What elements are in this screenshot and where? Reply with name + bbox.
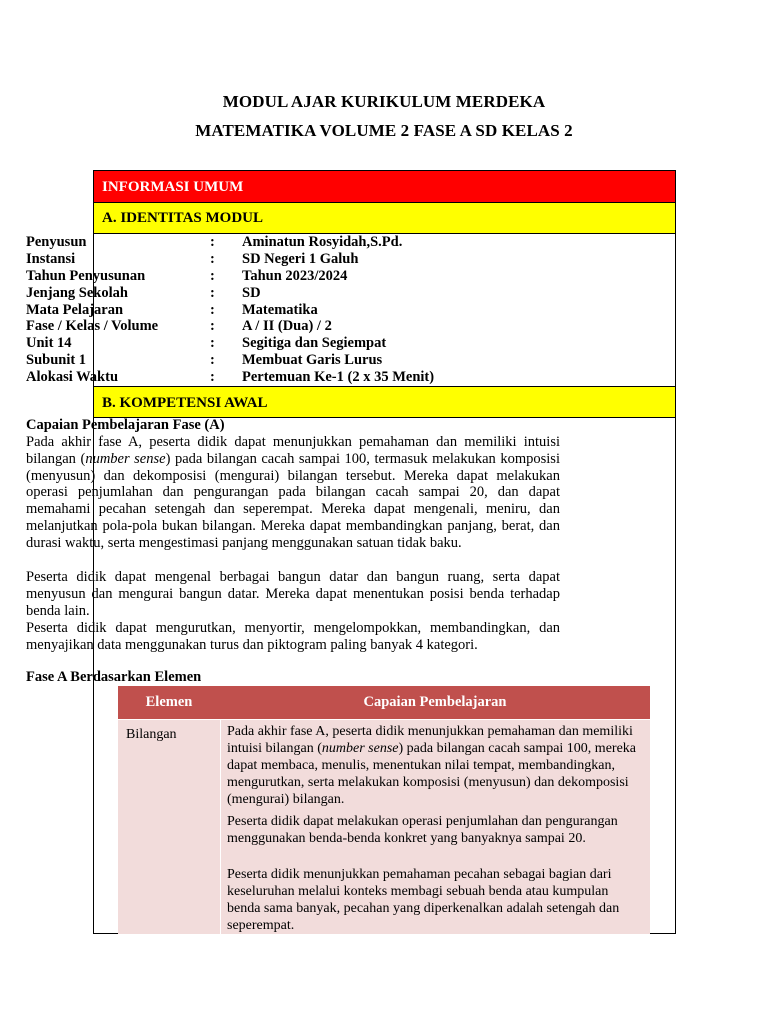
- identitas-value: A / II (Dua) / 2: [242, 318, 332, 334]
- column-divider: [220, 719, 221, 934]
- identitas-value: Pertemuan Ke-1 (2 x 35 Menit): [242, 369, 435, 385]
- identitas-separator: :: [210, 251, 215, 267]
- identitas-separator: :: [210, 234, 215, 250]
- elemen-table: [118, 686, 650, 934]
- section-informasi-umum: INFORMASI UMUM: [94, 171, 675, 203]
- header-divider: [118, 719, 650, 720]
- cell-text: Pada akhir fase A, peserta didik menunjukkan pemahaman dan memiliki intuisi bilangan (: [227, 724, 633, 756]
- cell-text: ) pada bilangan cacah sampai 100, mereka dapat membaca, menulis, menentukan nilai tempat, membandingkan, mengurutkan, serta melakukan komposisi (menyusun) dan dekomposisi (mengurai) bilangan.: [227, 741, 637, 807]
- identitas-value: Matematika: [242, 302, 318, 318]
- header-capaian: Capaian Pembelajaran: [363, 694, 507, 710]
- identitas-value: SD Negeri 1 Galuh: [242, 251, 359, 267]
- identitas-separator: :: [210, 302, 215, 318]
- capaian-cell-paragraph-2: Peserta didik dapat melakukan operasi penjumlahan dan pengurangan menggunakan benda-benda konkret yang banyaknya sampai 20.: [227, 814, 618, 846]
- section-identitas-modul: A. IDENTITAS MODUL: [94, 203, 675, 234]
- identitas-separator: :: [210, 352, 215, 368]
- paragraph-text: Pada akhir fase A, peserta didik dapat menunjukkan pemahaman dan memiliki intuisi bilangan (: [26, 434, 560, 467]
- elemen-table-header: [118, 686, 650, 719]
- identitas-separator: :: [210, 335, 215, 351]
- identitas-separator: :: [210, 369, 215, 385]
- identitas-label: Mata Pelajaran: [26, 302, 124, 318]
- identitas-value: SD: [242, 285, 261, 301]
- capaian-paragraph-2: Peserta didik dapat mengenal berbagai bangun datar dan bangun ruang, serta dapat menyusun dan mengurai bangun datar. Mereka dapat menentukan posisi benda terhadap benda lain.: [26, 569, 560, 619]
- capaian-subheading: Capaian Pembelajaran Fase (A): [26, 417, 225, 433]
- capaian-paragraph-1: [26, 434, 560, 552]
- identitas-value: Segitiga dan Segiempat: [242, 335, 387, 351]
- header-elemen: Elemen: [145, 694, 193, 710]
- identitas-label: Subunit 1: [26, 352, 87, 368]
- paragraph-emphasis: number sense: [85, 450, 166, 467]
- cell-emphasis: number sense: [321, 741, 399, 756]
- identitas-value: Membuat Garis Lurus: [242, 352, 383, 368]
- document-title-line1: MODUL AJAR KURIKULUM MERDEKA: [222, 92, 546, 111]
- elemen-heading: Fase A Berdasarkan Elemen: [26, 669, 202, 685]
- identitas-separator: :: [210, 268, 215, 284]
- elemen-cell: Bilangan: [126, 727, 177, 742]
- identitas-separator: :: [210, 285, 215, 301]
- identitas-separator: :: [210, 318, 215, 334]
- identitas-label: Jenjang Sekolah: [26, 285, 128, 301]
- identitas-label: Instansi: [26, 251, 76, 267]
- capaian-paragraph-3: Peserta didik dapat mengurutkan, menyortir, mengelompokkan, membandingkan, dan menyajikan data menggunakan turus dan piktogram paling banyak 4 kategori.: [26, 620, 560, 653]
- paragraph-text: ) pada bilangan cacah sampai 100, termasuk melakukan komposisi (menyusun) dan dekomposisi (mengurai) bilangan tersebut. Mereka dapat melakukan operasi penjumlahan dan pengurangan pada bilangan cacah sampai 20, dan dapat memahami pecahan setengah dan seperempat. Mereka dapat mengenali, meniru, dan melanjutkan pola-pola bukan bilangan. Mereka dapat membandingkan panjang, berat, dan durasi waktu, serta mengestimasi panjang menggunakan satuan tidak baku.: [26, 450, 560, 551]
- identitas-value: Tahun 2023/2024: [242, 268, 348, 284]
- identitas-label: Unit 14: [26, 335, 72, 351]
- document-title-line2: MATEMATIKA VOLUME 2 FASE A SD KELAS 2: [195, 121, 573, 140]
- identitas-label: Alokasi Waktu: [26, 369, 119, 385]
- identitas-label: Fase / Kelas / Volume: [26, 318, 159, 334]
- capaian-cell-paragraph-1: [227, 723, 642, 808]
- identitas-label: Tahun Penyusunan: [26, 268, 146, 284]
- section-kompetensi-awal: B. KOMPETENSI AWAL: [94, 386, 675, 418]
- capaian-cell-paragraph-3: Peserta didik menunjukkan pemahaman pecahan sebagai bagian dari keseluruhan melalui konteks membagi sebuah benda atau kumpulan benda sama banyak, pecahan yang diperkenalkan adalah setengah dan seperempat.: [227, 867, 620, 933]
- identitas-label: Penyusun: [26, 234, 87, 250]
- identitas-value: Aminatun Rosyidah,S.Pd.: [242, 234, 403, 250]
